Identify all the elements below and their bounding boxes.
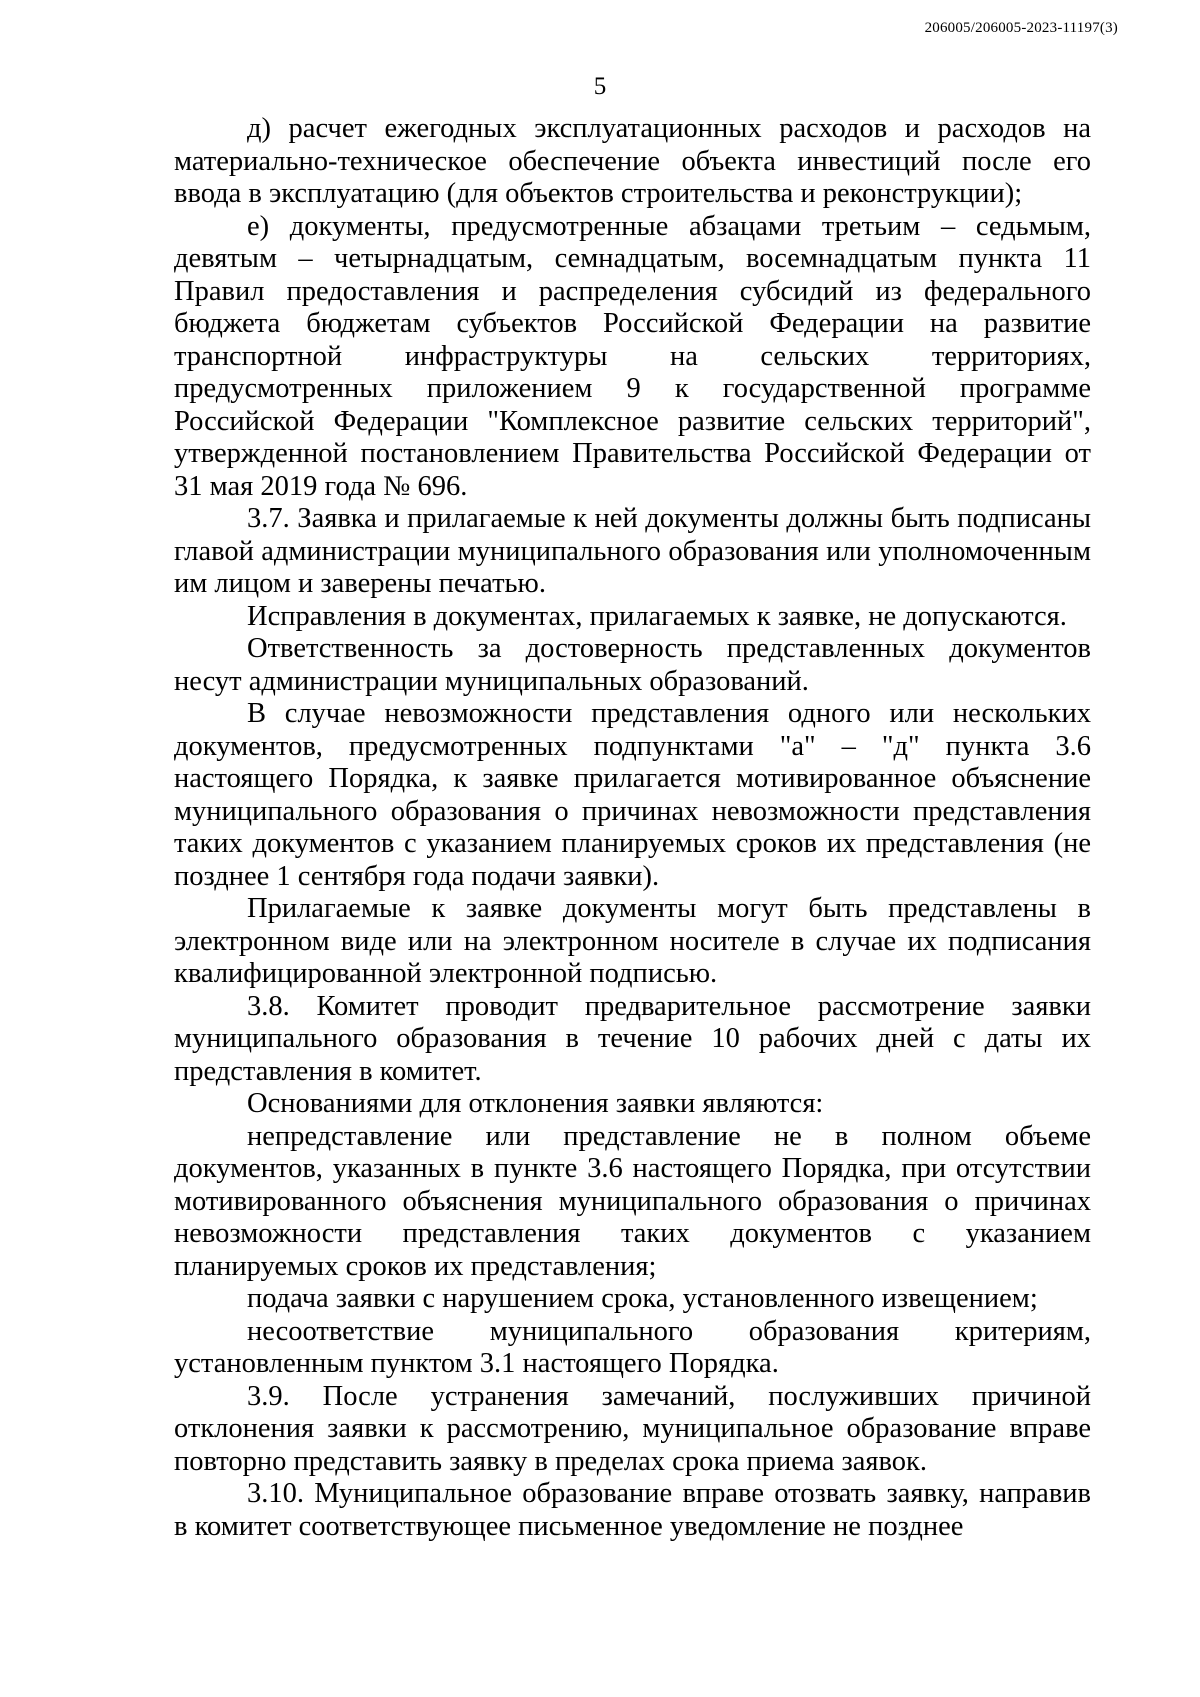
paragraph-ground-criteria-mismatch: несоответствие муниципального образования критериям, установленным пунктом 3.1 настоящего Порядка. xyxy=(174,1315,1091,1379)
paragraph-responsibility: Ответственность за достоверность представленных документов несут администрации муниципальных образований. xyxy=(174,633,1091,697)
paragraph-ground-incomplete-docs: непредставление или представление не в полном объеме документов, указанных в пункте 3.6 настоящего Порядка, при отсутствии мотивированного объяснения муниципального образования о причинах невозможности представления таких документов с указанием планируемых сроков их представления; xyxy=(174,1120,1091,1282)
paragraph-electronic-docs: Прилагаемые к заявке документы могут быть представлены в электронном виде или на электронном носителе в случае их подписания квалифицированной электронной подписью. xyxy=(174,893,1091,989)
paragraph-3-10: 3.10. Муниципальное образование вправе отозвать заявку, направив в комитет соответствующее письменное уведомление не позднее xyxy=(174,1478,1091,1542)
paragraph-ground-late-submission: подача заявки с нарушением срока, установленного извещением; xyxy=(247,1283,1038,1314)
paragraph-rejection-grounds: Основаниями для отклонения заявки являются: xyxy=(247,1088,824,1119)
paragraph-3-9: 3.9. После устранения замечаний, послуживших причиной отклонения заявки к рассмотрению, муниципальное образование вправе повторно представить заявку в пределах срока приема заявок. xyxy=(174,1380,1091,1477)
paragraph-3-7: 3.7. Заявка и прилагаемые к ней документы должны быть подписаны главой администрации муниципального образования или уполномоченным им лицом и заверены печатью. xyxy=(174,503,1091,599)
paragraph-3-8: 3.8. Комитет проводит предварительное рассмотрение заявки муниципального образования в течение 10 рабочих дней с даты их представления в комитет. xyxy=(174,990,1091,1087)
page-number: 5 xyxy=(593,73,607,100)
paragraph-corrections: Исправления в документах, прилагаемых к заявке, не допускаются. xyxy=(247,600,1067,632)
document-registration-number: 206005/206005-2023-11197(3) xyxy=(924,20,1118,36)
paragraph-item-e: е) документы, предусмотренные абзацами третьим – седьмым, девятым – четырнадцатым, семнадцатым, восемнадцатым пункта 11 Правил предоставления и распределения субсидий из федерального бюджета бюджетам субъектов Российской Федерации на развитие транспортной инфраструктуры на сельских территориях, предусмотренных приложением 9 к государственной программе Российской Федерации "Комплексное развитие сельских территорий", утвержденной постановлением Правительства Российской Федерации от 31 мая 2019 года № 696. xyxy=(174,210,1091,502)
paragraph-impossibility: В случае невозможности представления одного или нескольких документов, предусмотренных подпунктами "а" – "д" пункта 3.6 настоящего Порядка, к заявке прилагается мотивированное объяснение муниципального образования о причинах невозможности представления таких документов с указанием планируемых сроков их представления (не позднее 1 сентября года подачи заявки). xyxy=(174,698,1091,892)
paragraph-item-d: д) расчет ежегодных эксплуатационных расходов и расходов на материально-техническое обеспечение объекта инвестиций после его ввода в эксплуатацию (для объектов строительства и реконструкции); xyxy=(174,113,1091,209)
document-body xyxy=(174,113,1091,1543)
